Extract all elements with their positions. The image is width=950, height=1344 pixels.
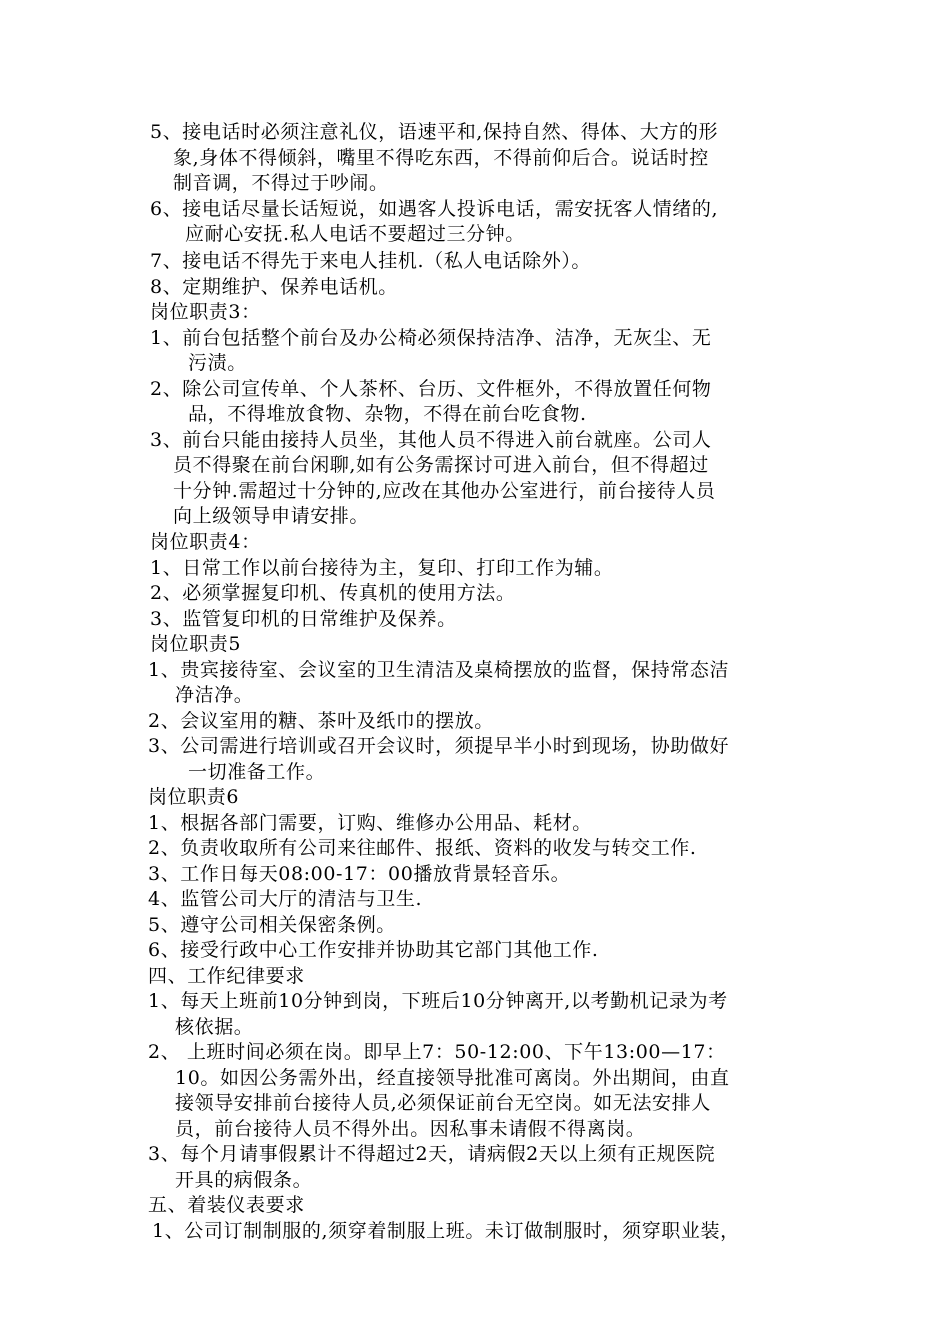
text-line: 1、贵宾接待室、会议室的卫生清洁及桌椅摆放的监督，保持常态洁 [148,659,730,681]
text-line: 5、接电话时必须注意礼仪，语速平和,保持自然、得体、大方的形 [150,121,719,143]
text-line: 接领导安排前台接待人员,必须保证前台无空岗。如无法安排人 [175,1092,711,1114]
text-line: 2、除公司宣传单、个人茶杯、台历、文件框外，不得放置任何物 [150,378,712,400]
text-line: 3、公司需进行培训或召开会议时，须提早半小时到现场，协助做好 [148,735,730,757]
text-line: 核依据。 [175,1016,254,1038]
text-line: 十分钟.需超过十分钟的,应改在其他办公室进行，前台接待人员 [173,480,716,502]
text-line: 一切准备工作。 [188,761,326,783]
text-line: 净洁净。 [175,684,254,706]
section-heading: 岗位职责5 [150,633,242,655]
text-line: 2、负责收取所有公司来往邮件、报纸、资料的收发与转交工作. [148,837,697,859]
section-heading: 五、着装仪表要求 [148,1194,305,1216]
text-line: 2、会议室用的糖、茶叶及纸巾的摆放。 [148,710,494,732]
text-line: 污渍。 [188,352,247,374]
text-line: 制音调，不得过于吵闹。 [173,172,389,194]
text-line: 1、每天上班前10分钟到岗，下班后10分钟离开,以考勤机记录为考 [148,990,728,1012]
text-line: 6、接受行政中心工作安排并协助其它部门其他工作. [148,939,599,961]
text-line: 3、前台只能由接持人员坐，其他人员不得进入前台就座。公司人 [150,429,712,451]
text-line: 3、每个月请事假累计不得超过2天，请病假2天以上须有正规医院 [148,1143,716,1165]
section-heading: 四、工作纪律要求 [148,965,305,987]
section-heading: 岗位职责3： [150,301,261,323]
text-line: 应耐心安抚.私人电话不要超过三分钟。 [185,223,525,245]
text-line: 5、遵守公司相关保密条例。 [148,914,396,936]
text-line: 品，不得堆放食物、杂物，不得在前台吃食物. [188,403,587,425]
text-line: 8、定期维护、保养电话机。 [150,276,398,298]
text-line: 1、日常工作以前台接待为主，复印、打印工作为辅。 [150,557,614,579]
text-line: 1、公司订制制服的,须穿着制服上班。未订做制服时，须穿职业装， [152,1220,740,1242]
text-line: 2、 上班时间必须在岗。即早上7：50-12:00、下午13:00—17： [148,1041,726,1063]
text-line: 员，前台接待人员不得外出。因私事未请假不得离岗。 [175,1118,646,1140]
text-line: 4、监管公司大厅的清洁与卫生. [148,888,423,910]
text-line: 6、接电话尽量长话短说，如遇客人投诉电话，需安抚客人情绪的, [150,198,719,220]
text-line: 3、监管复印机的日常维护及保养。 [150,608,457,630]
text-line: 员不得聚在前台闲聊,如有公务需探讨可进入前台，但不得超过 [173,454,709,476]
text-line: 1、根据各部门需要，订购、维修办公用品、耗材。 [148,812,592,834]
text-line: 象,身体不得倾斜，嘴里不得吃东西，不得前仰后合。说话时控 [173,147,709,169]
section-heading: 岗位职责4： [150,531,261,553]
text-line: 3、工作日每天08:00-17：00播放背景轻音乐。 [148,863,571,885]
text-line: 7、接电话不得先于来电人挂机.（私人电话除外）。 [150,250,592,272]
text-line: 向上级领导申请安排。 [173,505,370,527]
text-line: 10。如因公务需外出，经直接领导批准可离岗。外出期间，由直 [175,1067,730,1089]
text-line: 2、必须掌握复印机、传真机的使用方法。 [150,582,516,604]
text-line: 1、前台包括整个前台及办公椅必须保持洁净、洁净，无灰尘、无 [150,327,712,349]
text-line: 开具的病假条。 [175,1169,313,1191]
section-heading: 岗位职责6 [148,786,240,808]
